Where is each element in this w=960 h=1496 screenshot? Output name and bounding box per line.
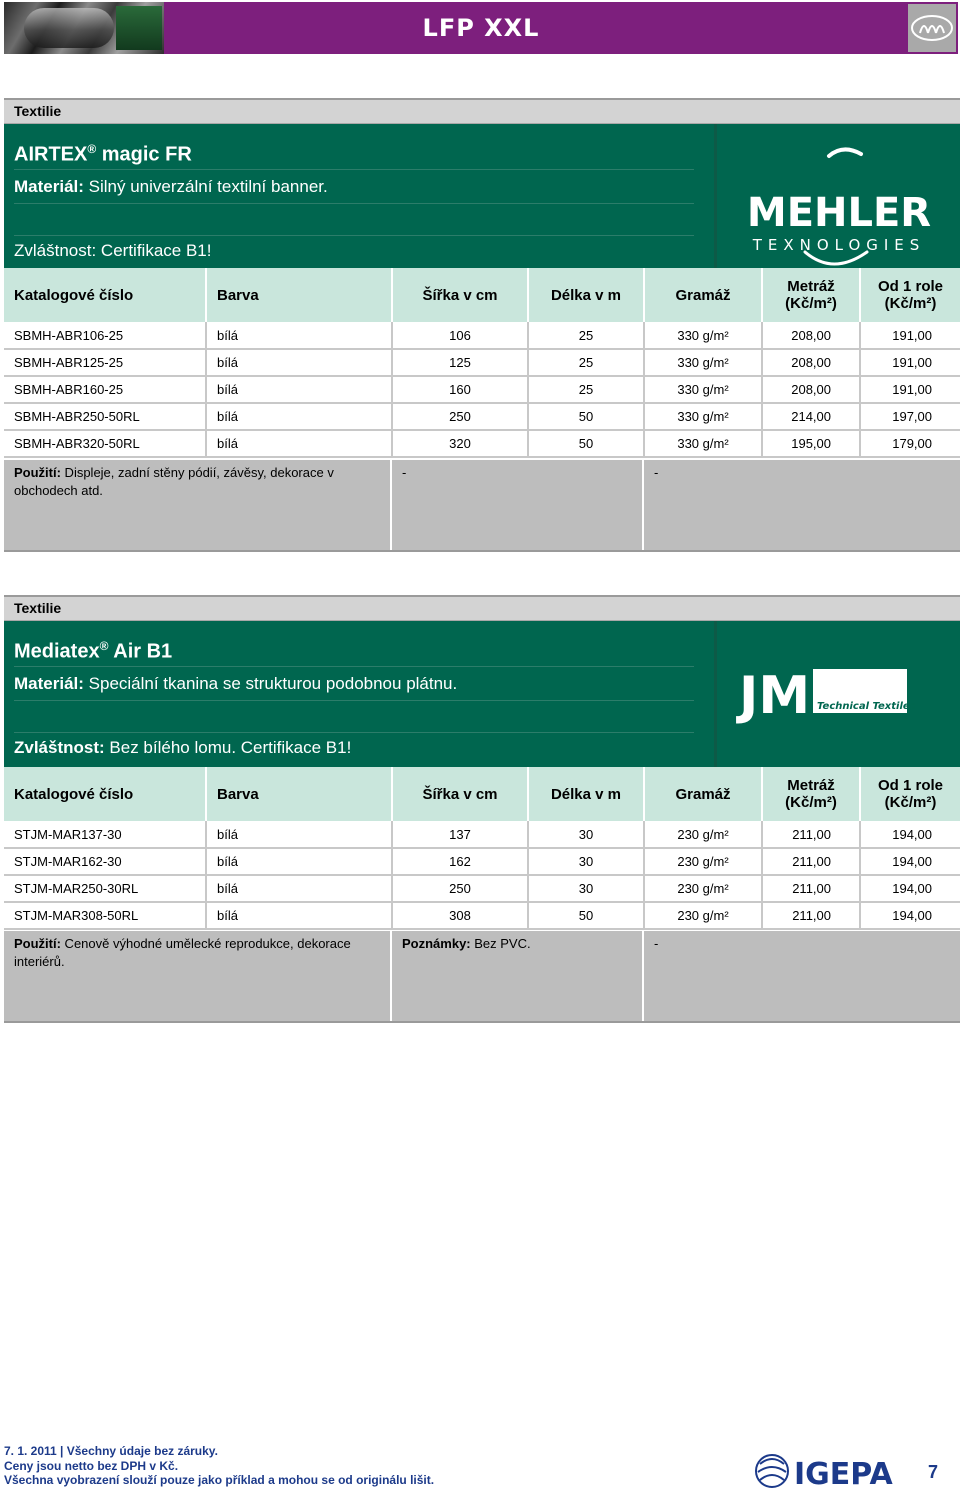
product-title: AIRTEX® magic FR [14, 128, 694, 170]
jm-name: JM [739, 666, 811, 726]
table-row: SBMH-ABR125-25 bílá 125 25 330 g/m² 208,00 191,00 [4, 349, 960, 376]
brand-logo-mehler [714, 124, 960, 268]
price-table [4, 268, 960, 458]
usage-block [4, 460, 960, 552]
mehler-name: MEHLER [746, 190, 932, 236]
igepa-name: IGEPA [794, 1457, 893, 1492]
feature-line: Zvláštnost: Certifikace B1! [14, 241, 212, 260]
table-row: SBMH-ABR320-50RL bílá 320 50 330 g/m² 195,00 179,00 [4, 430, 960, 457]
usage-text: Použití: Displeje, zadní stěny pódií, závěsy, dekorace v obchodech atd. [14, 465, 334, 498]
usage-text: Použití: Cenově výhodné umělecké reprodukce, dekorace interiérů. [14, 936, 351, 969]
col-header-meter-price: Metráž (Kč/m²) [762, 268, 860, 322]
header-banner [4, 2, 958, 54]
extra-text: - [654, 936, 659, 951]
table-row: SBMH-ABR160-25 bílá 160 25 330 g/m² 208,00 191,00 [4, 376, 960, 403]
feature-line: Zvláštnost: Bez bílého lomu. Certifikace B1! [14, 738, 352, 757]
footer-disclaimer [4, 1444, 434, 1488]
page-number: 7 [928, 1462, 939, 1482]
footer-line-images: Všechna vyobrazení slouží pouze jako příklad a mohou se od originálu lišit. [4, 1473, 435, 1487]
category-label: Textilie [4, 98, 960, 124]
table-row: SBMH-ABR106-25 bílá 106 25 330 g/m² 208,00 191,00 [4, 322, 960, 349]
spacer-line [14, 701, 694, 733]
col-header-roll-price: Od 1 role (Kč/m²) [860, 268, 960, 322]
product-section-airtex [4, 98, 960, 498]
speedy-logo-icon [908, 4, 956, 52]
spacer-line [14, 204, 694, 236]
product-header [4, 124, 960, 268]
col-header-catalog: Katalogové číslo [4, 268, 206, 322]
usage-block [4, 931, 960, 1023]
col-header-length: Délka v m [528, 268, 644, 322]
jm-sub: Technical Textiles [817, 701, 916, 712]
price-table [4, 767, 960, 930]
igepa-logo [752, 1450, 902, 1492]
note-text: Poznámky: Bez PVC. [402, 936, 531, 951]
product-title: Mediatex® Air B1 [14, 625, 694, 667]
note-text: - [402, 465, 407, 480]
col-header-width: Šířka v cm [392, 767, 528, 821]
footer-line-prices: Ceny jsou netto bez DPH v Kč. [4, 1458, 179, 1473]
brand-logo-jm [714, 621, 960, 767]
col-header-color: Barva [206, 767, 392, 821]
table-row: STJM-MAR162-30 bílá 162 30 230 g/m² 211,00 194,00 [4, 848, 960, 875]
col-header-length: Délka v m [528, 767, 644, 821]
col-header-color: Barva [206, 268, 392, 322]
col-header-roll-price: Od 1 role (Kč/m²) [860, 767, 960, 821]
table-row: SBMH-ABR250-50RL bílá 250 50 330 g/m² 214,00 197,00 [4, 403, 960, 430]
product-header [4, 621, 960, 767]
table-row: STJM-MAR137-30 bílá 137 30 230 g/m² 211,00 194,00 [4, 821, 960, 848]
table-row: STJM-MAR308-50RL bílá 308 50 230 g/m² 211,00 194,00 [4, 902, 960, 929]
col-header-width: Šířka v cm [392, 268, 528, 322]
product-section-mediatex [4, 595, 960, 969]
footer-line-date: 7. 1. 2011 | Všechny údaje bez záruky. [4, 1444, 218, 1458]
category-label: Textilie [4, 595, 960, 621]
material-line: Materiál: Silný univerzální textilní banner. [14, 170, 694, 204]
mehler-sub: TEXNOLOGIES [752, 236, 926, 254]
material-line: Materiál: Speciální tkanina se strukturou podobnou plátnu. [14, 667, 694, 701]
table-row: STJM-MAR250-30RL bílá 250 30 230 g/m² 211,00 194,00 [4, 875, 960, 902]
col-header-meter-price: Metráž (Kč/m²) [762, 767, 860, 821]
extra-text: - [654, 465, 659, 480]
igepa-logo-icon [752, 1450, 902, 1492]
col-header-weight: Gramáž [644, 268, 762, 322]
page-title: LFP XXL [422, 14, 540, 42]
col-header-weight: Gramáž [644, 767, 762, 821]
col-header-catalog: Katalogové číslo [4, 767, 206, 821]
